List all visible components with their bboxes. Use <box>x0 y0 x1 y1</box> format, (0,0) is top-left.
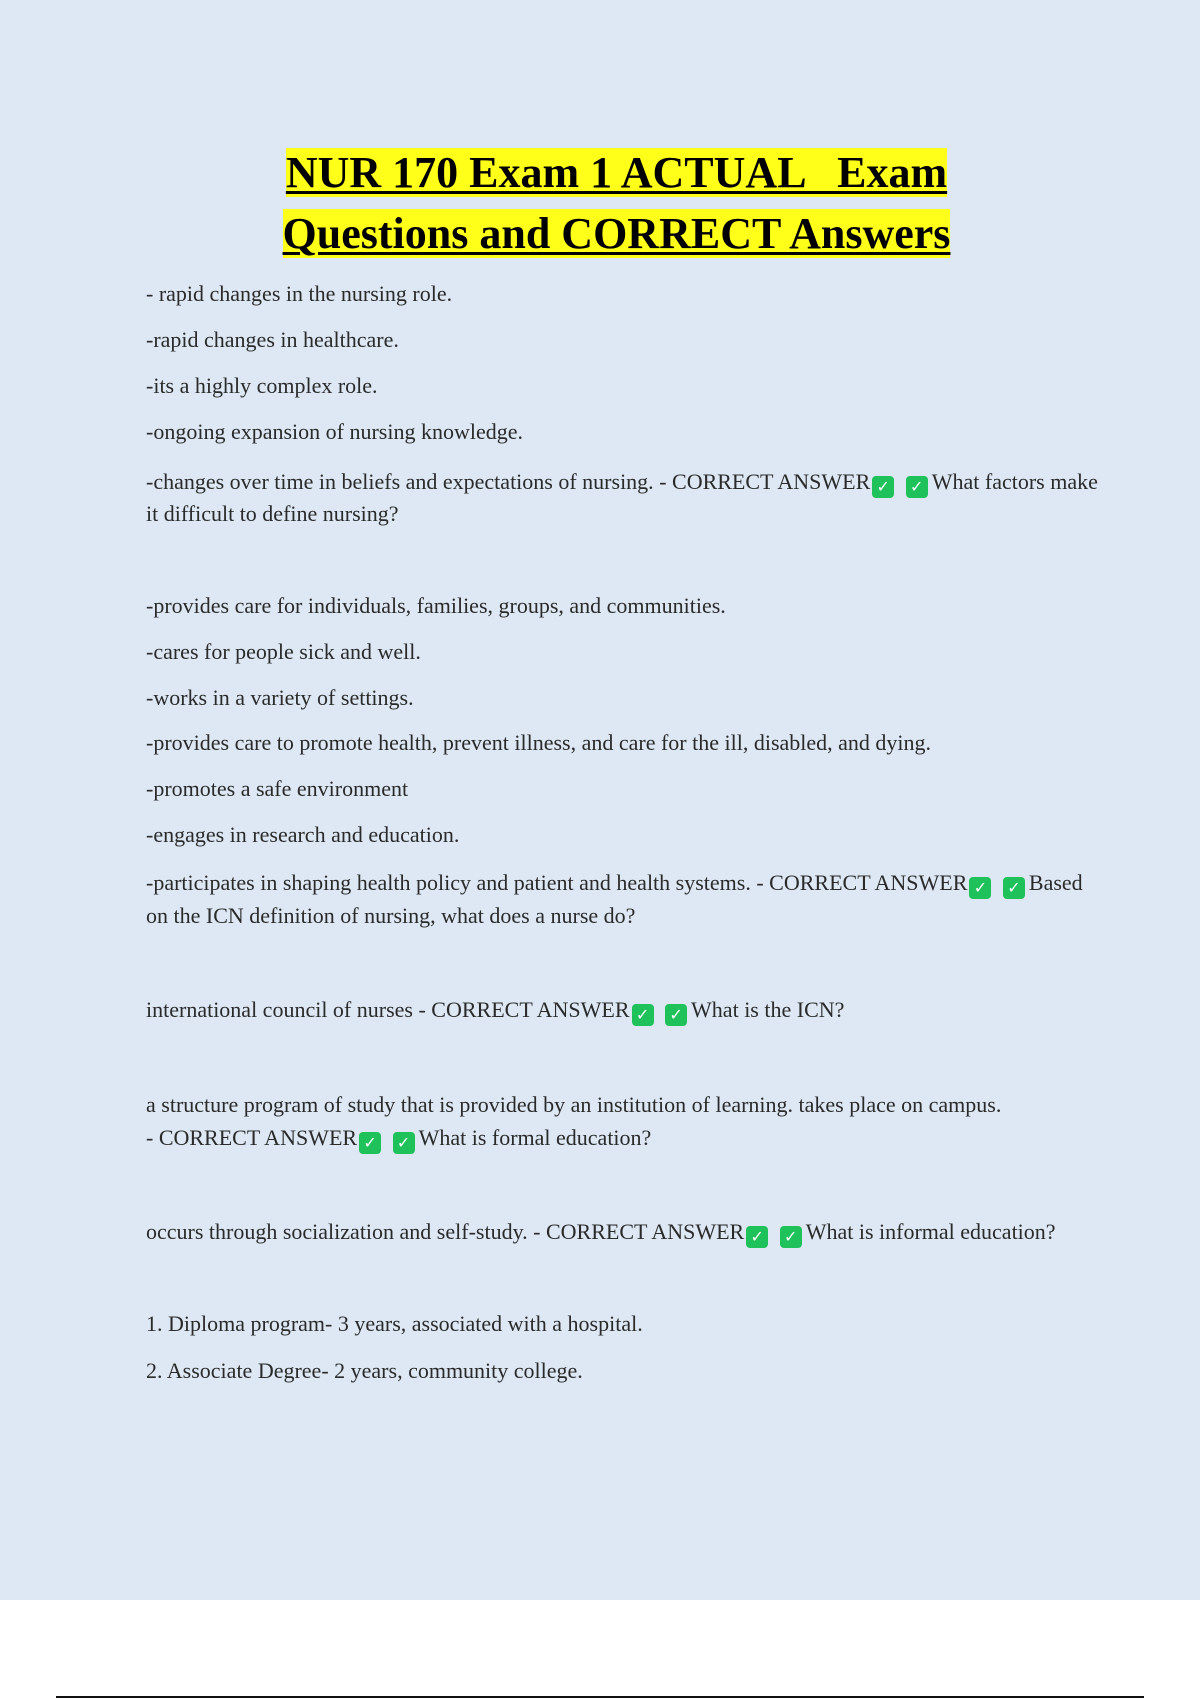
question-text: What is formal education? <box>418 1125 652 1150</box>
check-mark-icon: ✓ <box>780 1226 802 1248</box>
check-mark-icon: ✓ <box>393 1132 415 1154</box>
answer-question-line <box>146 1216 1106 1248</box>
question-text: What is informal education? <box>805 1219 1056 1244</box>
answer-question-line <box>146 994 1106 1026</box>
answer-question-line <box>146 466 1106 530</box>
answer-line: -its a highly complex role. <box>146 373 378 398</box>
answer-question-line <box>146 866 1106 932</box>
qa-block-4 <box>146 1088 1106 1154</box>
qa-block-1 <box>146 278 1106 530</box>
correct-answer-label: - CORRECT ANSWER <box>659 469 871 494</box>
answer-text: -changes over time in beliefs and expectations of nursing. <box>146 469 654 494</box>
answer-line: -rapid changes in healthcare. <box>146 327 399 352</box>
answer-line: -engages in research and education. <box>146 822 460 847</box>
check-mark-icon: ✓ <box>632 1004 654 1026</box>
question-text: What factors make it difficult to define nursing? <box>146 469 1098 526</box>
question-text: What is the ICN? <box>691 997 845 1022</box>
answer-line: -ongoing expansion of nursing knowledge. <box>146 419 523 444</box>
answer-line: 1. Diploma program- 3 years, associated with a hospital. <box>146 1311 643 1336</box>
correct-answer-label: - CORRECT ANSWER <box>533 1219 745 1244</box>
question-text: Based on the ICN definition of nursing, what does a nurse do? <box>146 870 1083 928</box>
answer-text: occurs through socialization and self-study. <box>146 1219 528 1244</box>
answer-line: -cares for people sick and well. <box>146 639 421 664</box>
check-mark-icon: ✓ <box>872 476 894 498</box>
check-mark-icon: ✓ <box>665 1004 687 1026</box>
correct-answer-label: - CORRECT ANSWER <box>418 997 630 1022</box>
check-mark-icon: ✓ <box>906 476 928 498</box>
check-mark-icon: ✓ <box>746 1226 768 1248</box>
correct-answer-label: - CORRECT ANSWER <box>756 870 968 895</box>
footer-divider <box>56 1696 1144 1698</box>
qa-block-3 <box>146 994 1106 1026</box>
qa-content <box>146 278 1106 1387</box>
qa-block-5 <box>146 1216 1106 1248</box>
title-line-2: Questions and CORRECT Answers <box>282 209 951 258</box>
qa-block-2 <box>146 590 1106 932</box>
answer-line: -provides care to promote health, prevent illness, and care for the ill, disabled, and dying. <box>146 730 932 755</box>
answer-line: - rapid changes in the nursing role. <box>146 281 453 306</box>
check-mark-icon: ✓ <box>359 1132 381 1154</box>
answer-text: a structure program of study that is provided by an institution of learning. takes place on campus. <box>146 1092 1002 1117</box>
check-mark-icon: ✓ <box>1003 877 1025 899</box>
document-title <box>0 142 1200 264</box>
qa-block-6 <box>146 1308 1106 1387</box>
correct-answer-label: - CORRECT ANSWER <box>146 1125 358 1150</box>
check-mark-icon: ✓ <box>969 877 991 899</box>
answer-text: international council of nurses <box>146 997 413 1022</box>
answer-line: -provides care for individuals, families, groups, and communities. <box>146 593 726 618</box>
answer-question-line <box>146 1122 1106 1154</box>
answer-line: -works in a variety of settings. <box>146 685 414 710</box>
answer-line: 2. Associate Degree- 2 years, community college. <box>146 1358 583 1383</box>
title-line-1: NUR 170 Exam 1 ACTUAL Exam <box>285 148 948 197</box>
answer-line: -promotes a safe environment <box>146 776 409 801</box>
answer-text: -participates in shaping health policy and patient and health systems. <box>146 870 751 895</box>
